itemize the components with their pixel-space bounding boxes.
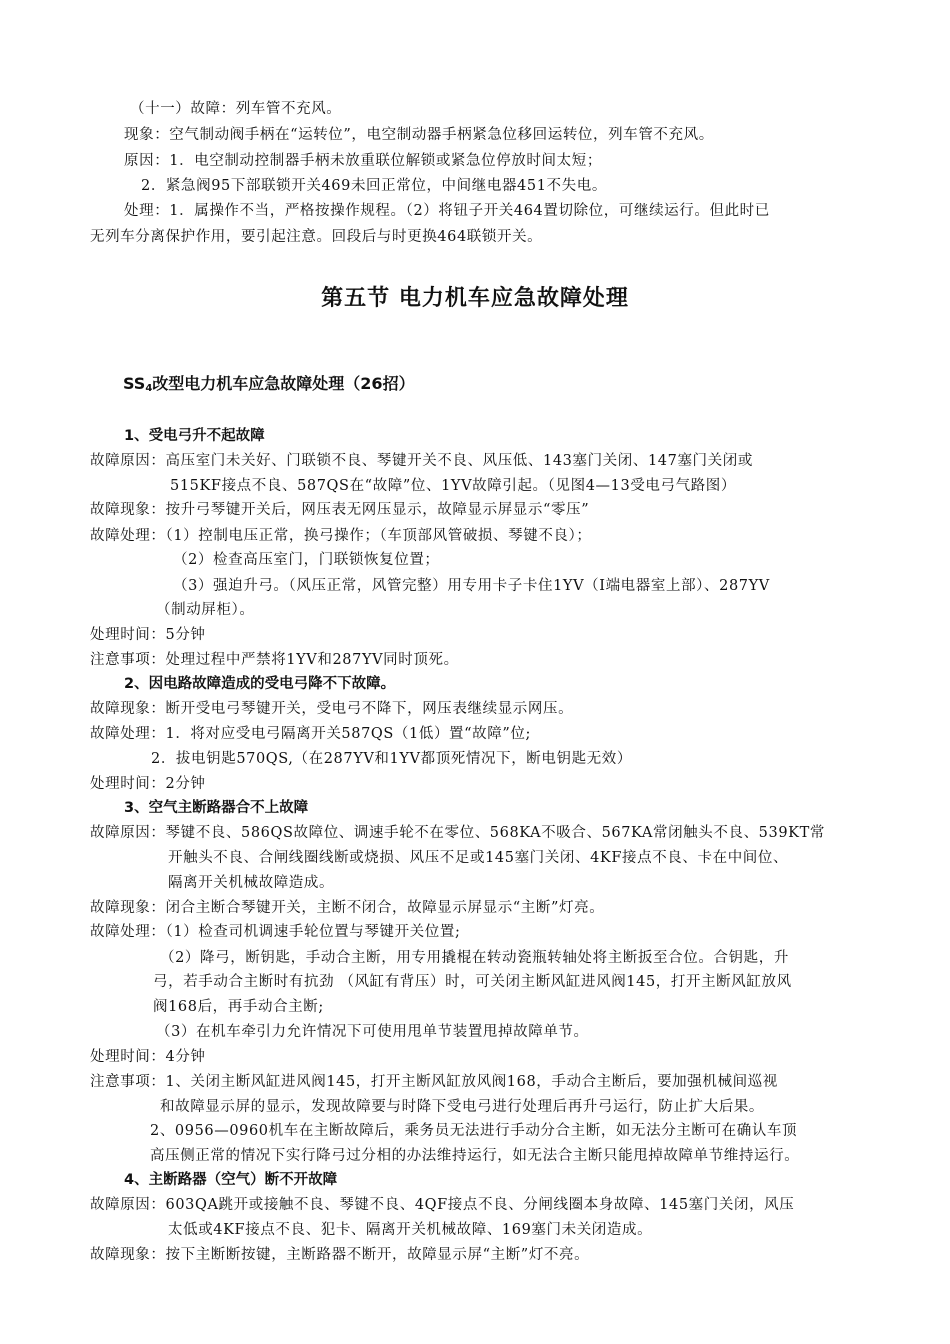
s1-line-1: 故障原因：高压室门未关好、门联锁不良、琴键开关不良、风压低、143塞门关闭、147塞门关闭或 [90,453,753,469]
s3-line-8: 阀168后，再手动合主断; [153,999,324,1015]
s3-line-4: 故障现象：闭合主断合琴键开关，主断不闭合，故障显示屏显示“主断”灯亮。 [90,900,605,916]
s2-line-2: 故障处理：1．将对应受电弓隔离开关587QS（1低）置“故障”位; [90,726,531,742]
s3-line-11: 注意事项：1、关闭主断风缸进风阀145，打开主断风缸放风阀168，手动合主断后，要加强机械间巡视 [90,1074,778,1090]
s1-line-8: 处理时间：5分钟 [90,627,206,643]
s3-line-10: 处理时间：4分钟 [90,1049,206,1065]
s3-line-14: 高压侧正常的情况下实行降弓过分相的办法维持运行，如无法合主断只能甩掉故障单节维持运行。 [150,1148,800,1164]
heading-1: 1、受电弓升不起故障 [124,428,265,444]
s2-line-3: 2．拔电钥匙570QS,（在287YV和1YV都顶死情况下，断电钥匙无效） [151,751,633,767]
intro-line-1: （十一）故障：列车管不充风。 [130,101,342,117]
s1-line-3: 故障现象：按升弓琴键开关后，网压表无网压显示，故障显示屏显示“零压” [90,502,590,518]
heading-2: 2、因电路故障造成的受电弓降不下故障。 [124,676,396,692]
s1-line-6: （3）强迫升弓。（风压正常，风管完整）用专用卡子卡住1YV（Ⅰ端电器室上部）、287YV [173,578,770,594]
s3-line-7: 弓，若手动合主断时有抗劲 （风缸有背压）时，可关闭主断风缸进风阀145，打开主断风缸放风 [153,974,792,990]
s4-line-2: 太低或4KF接点不良、犯卡、隔离开关机械故障、169塞门未关闭造成。 [168,1222,653,1238]
subsection-title [123,372,415,401]
heading-4: 4、主断路器（空气）断不开故障 [124,1172,338,1188]
s1-line-5: （2）检查高压室门，门联锁恢复位置； [173,552,440,568]
heading-3: 3、空气主断路器合不上故障 [124,800,309,816]
subtitle-prefix: SS [123,374,146,393]
s3-line-2: 开触头不良、合闸线圈线断或烧损、风压不足或145塞门关闭、4KF接点不良、卡在中间位、 [168,850,789,866]
intro-line-2: 现象：空气制动阀手柄在“运转位”，电空制动器手柄紧急位移回运转位，列车管不充风。 [124,127,714,143]
s3-line-6: （2）降弓，断钥匙，手动合主断，用专用撬棍在转动瓷瓶转轴处将主断扳至合位。合钥匙，升 [160,950,789,966]
s3-line-3: 隔离开关机械故障造成。 [168,875,335,891]
intro-line-3: 原因：1．电空制动控制器手柄未放重联位解锁或紧急位停放时间太短； [124,153,602,169]
intro-line-6: 无列车分离保护作用，要引起注意。回段后与时更换464联锁开关。 [90,229,543,245]
s4-line-3: 故障现象：按下主断断按键，主断路器不断开，故障显示屏“主断”灯不亮。 [90,1247,590,1263]
s1-line-9: 注意事项：处理过程中严禁将1YV和287YV同时顶死。 [90,652,459,668]
s3-line-13: 2、0956—0960机车在主断故障后，乘务员无法进行手动分合主断，如无法分主断可在确认车顶 [150,1123,798,1139]
subtitle-suffix: 改型电力机车应急故障处理（26招） [152,374,415,393]
s3-line-9: （3）在机车牵引力允许情况下可使用甩单节装置甩掉故障单节。 [156,1024,589,1040]
subtitle-subscript: 4 [145,383,153,394]
s1-line-2: 515KF接点不良、587QS在“故障”位、1YV故障引起。（见图4—13受电弓气路图） [170,478,736,494]
section-title: 第五节 电力机车应急故障处理 [321,286,629,311]
intro-line-5: 处理：1．属操作不当，严格按操作规程。（2）将钮子开关464置切除位，可继续运行。但此时已 [124,203,770,219]
intro-line-4: 2．紧急阀95下部联锁开关469未回正常位，中间继电器451不失电。 [141,178,607,194]
s4-line-1: 故障原因：603QA跳开或接触不良、琴键不良、4QF接点不良、分闸线圈本身故障、145塞门关闭，风压 [90,1197,795,1213]
s2-line-4: 处理时间：2分钟 [90,776,206,792]
s2-line-1: 故障现象：断开受电弓琴键开关，受电弓不降下，网压表继续显示网压。 [90,701,574,717]
s1-line-7: （制动屏柜）。 [156,602,255,618]
s3-line-12: 和故障显示屏的显示，发现故障要与时降下受电弓进行处理后再升弓运行，防止扩大后果。 [160,1099,764,1115]
s1-line-4: 故障处理：（1）控制电压正常，换弓操作；（车顶部风管破损、琴键不良）； [90,528,592,544]
s3-line-1: 故障原因：琴键不良、586QS故障位、调速手轮不在零位、568KA不吸合、567KA常闭触头不良、539KT常 [90,825,825,841]
s3-line-5: 故障处理：（1）检查司机调速手轮位置与琴键开关位置; [90,924,461,940]
